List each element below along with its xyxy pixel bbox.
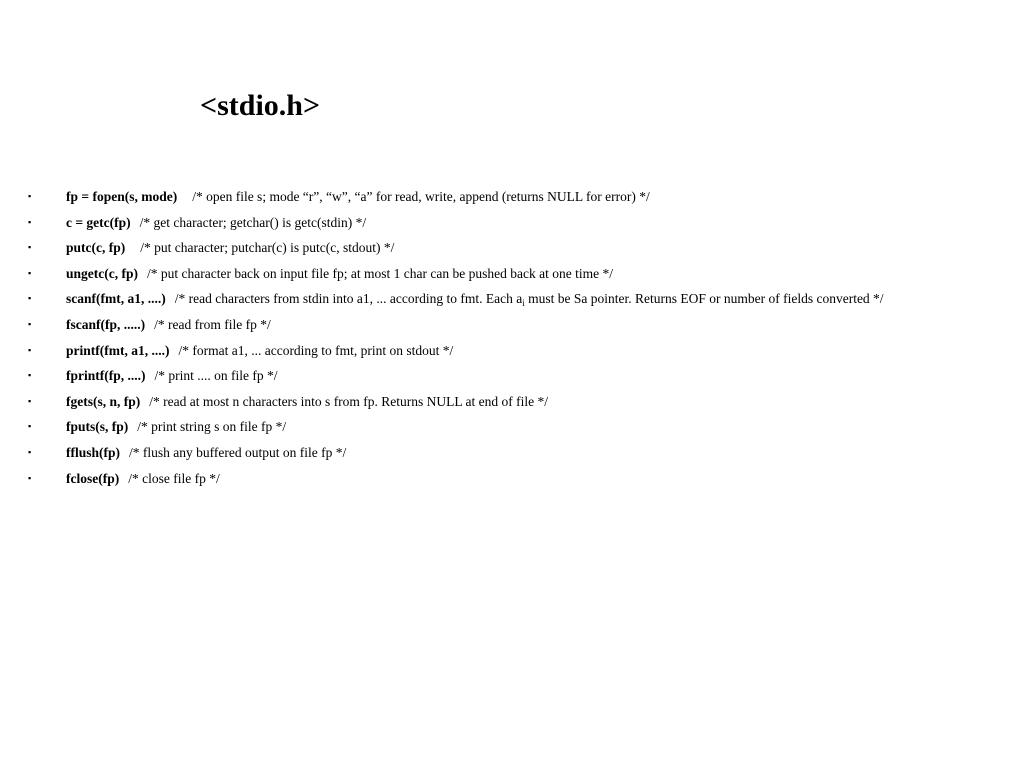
list-item-text [66, 286, 884, 312]
function-comment: /* get character; getchar() is getc(stdin) */ [139, 214, 367, 230]
function-signature: fp = fopen(s, mode) [66, 189, 178, 204]
bullet-icon: ▪ [28, 318, 32, 329]
function-signature: fprintf(fp, ....) [66, 368, 146, 384]
function-comment: /* read characters from stdin into a1, ... according to fmt. Each a [174, 291, 523, 307]
list-item-text [66, 184, 650, 210]
bullet-icon: ▪ [28, 370, 32, 381]
function-comment: /* print .... on file fp */ [154, 368, 278, 384]
function-signature: fflush(fp) [66, 444, 121, 460]
function-comment: /* open file s; mode “r”, “w”, “a” for read, write, append (returns NULL for error) */ [192, 189, 650, 204]
function-signature: fgets(s, n, fp) [66, 393, 141, 409]
function-comment: /* close file fp */ [128, 470, 220, 486]
function-signature: fclose(fp) [66, 470, 120, 486]
bullet-icon: ▪ [28, 191, 32, 201]
function-comment-continued: must be Sa pointer. Returns EOF or number of fields converted */ [524, 291, 884, 307]
function-signature: c = getc(fp) [66, 214, 131, 230]
list-item-text [66, 389, 548, 415]
bullet-icon: ▪ [28, 242, 32, 253]
bullet-icon: ▪ [28, 421, 32, 432]
list-item-text [66, 440, 346, 466]
function-comment: /* put character; putchar(c) is putc(c, stdout) */ [140, 240, 395, 256]
bullet-icon: ▪ [28, 446, 32, 457]
list-item-text [66, 312, 271, 338]
list-item-text [66, 210, 366, 236]
bullet-icon: ▪ [28, 216, 32, 227]
function-signature: fputs(s, fp) [66, 419, 129, 435]
function-signature: putc(c, fp) [66, 240, 126, 256]
function-comment: /* put character back on input file fp; at most 1 char can be pushed back at one time */ [146, 265, 613, 281]
list-item-text [66, 466, 220, 492]
function-comment: /* flush any buffered output on file fp */ [129, 444, 347, 460]
bullet-icon: ▪ [28, 344, 32, 355]
function-signature: printf(fmt, a1, ....) [66, 342, 170, 358]
function-comment: /* read from file fp */ [154, 316, 271, 332]
list-item-text [66, 235, 394, 261]
bullet-icon: ▪ [28, 472, 32, 483]
bullet-icon: ▪ [28, 395, 32, 406]
function-comment: /* format a1, ... according to fmt, print on stdout */ [178, 342, 454, 358]
bullet-icon: ▪ [28, 293, 32, 304]
page-title: <stdio.h> [200, 89, 321, 122]
function-signature: fscanf(fp, .....) [66, 316, 146, 332]
function-comment: /* print string s on file fp */ [137, 419, 287, 435]
list-item-text [66, 414, 286, 440]
function-comment: /* read at most n characters into s from fp. Returns NULL at end of file */ [149, 393, 549, 409]
list-item-text [66, 261, 613, 287]
subscript-i: i [522, 298, 525, 309]
function-signature: scanf(fmt, a1, ....) [66, 291, 166, 307]
bullet-icon: ▪ [28, 267, 32, 278]
list-item-text [66, 363, 277, 389]
function-signature: ungetc(c, fp) [66, 265, 138, 281]
list-item-text [66, 338, 453, 364]
